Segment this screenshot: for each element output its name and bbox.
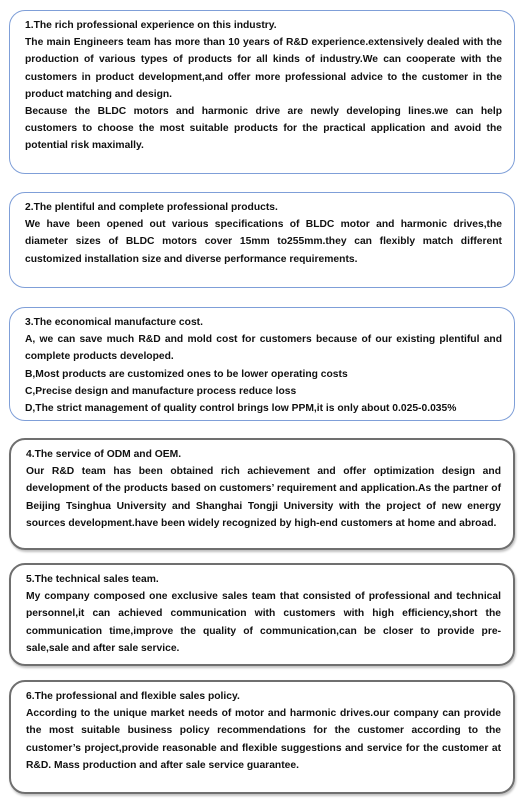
section-title: 5.The technical sales team. xyxy=(26,574,159,585)
section-card-sales-team xyxy=(9,563,515,666)
section-paragraph: My company composed one exclusive sales team that consisted of professional and technical personnel,it can achieved communication with customers with high efficiency,short the communication time,improve the quality of communication,can be closer to provide pre-sale,sale and after sale service. xyxy=(26,591,501,654)
section-paragraph: The main Engineers team has more than 10 years of R&D experience.extensively dealed with the production of various types of products for all kinds of industry.We can cooperate with the customers in product development,and offer more professional advice to the customer in the product matching and design. xyxy=(25,37,502,100)
section-list-item: B,Most products are customized ones to be lower operating costs xyxy=(25,368,348,380)
section-card-experience xyxy=(9,10,515,174)
section-title: 3.The economical manufacture cost. xyxy=(25,317,203,328)
section-list-item: D,The strict management of quality control brings low PPM,it is only about 0.025-0.035% xyxy=(25,403,457,415)
section-paragraph: Our R&D team has been obtained rich achievement and offer optimization design and development of the products based on customers’ requirement and application.As the partner of Beijing Tsinghua University and Shanghai Tongji University with the project of new energy sources development.have been widely recognized by high-end customers at home and abroad. xyxy=(26,466,501,529)
section-card-cost xyxy=(9,307,515,421)
section-paragraph: Because the BLDC motors and harmonic drive are newly developing lines.we can help customers to choose the most suitable products for the practical application and avoid the potential risk maximally. xyxy=(25,106,502,152)
section-paragraph: We have been opened out various specifications of BLDC motor and harmonic drives,the diameter sizes of BLDC motors cover 15mm to255mm.they can flexibly match different customized installation size and diverse performance requirements. xyxy=(25,219,502,265)
section-list-item: C,Precise design and manufacture process reduce loss xyxy=(25,385,297,397)
section-paragraph: According to the unique market needs of motor and harmonic drives.our company can provide the most suitable business policy recommendations for the customer according to the customer’s project,provide reasonable and flexible suggestions and service for the customer at R&D. Mass production and after sale service guarantee. xyxy=(26,708,501,771)
section-card-products xyxy=(9,192,515,288)
section-title: 2.The plentiful and complete professional products. xyxy=(25,202,278,213)
section-card-sales-policy xyxy=(9,680,515,794)
section-card-odm-oem xyxy=(9,438,515,550)
section-title: 6.The professional and flexible sales policy. xyxy=(26,691,240,702)
section-title: 4.The service of ODM and OEM. xyxy=(26,449,182,460)
section-paragraph: A, we can save much R&D and mold cost for customers because of our existing plentiful and complete products developed. xyxy=(25,334,502,363)
section-title: 1.The rich professional experience on this industry. xyxy=(25,20,277,31)
